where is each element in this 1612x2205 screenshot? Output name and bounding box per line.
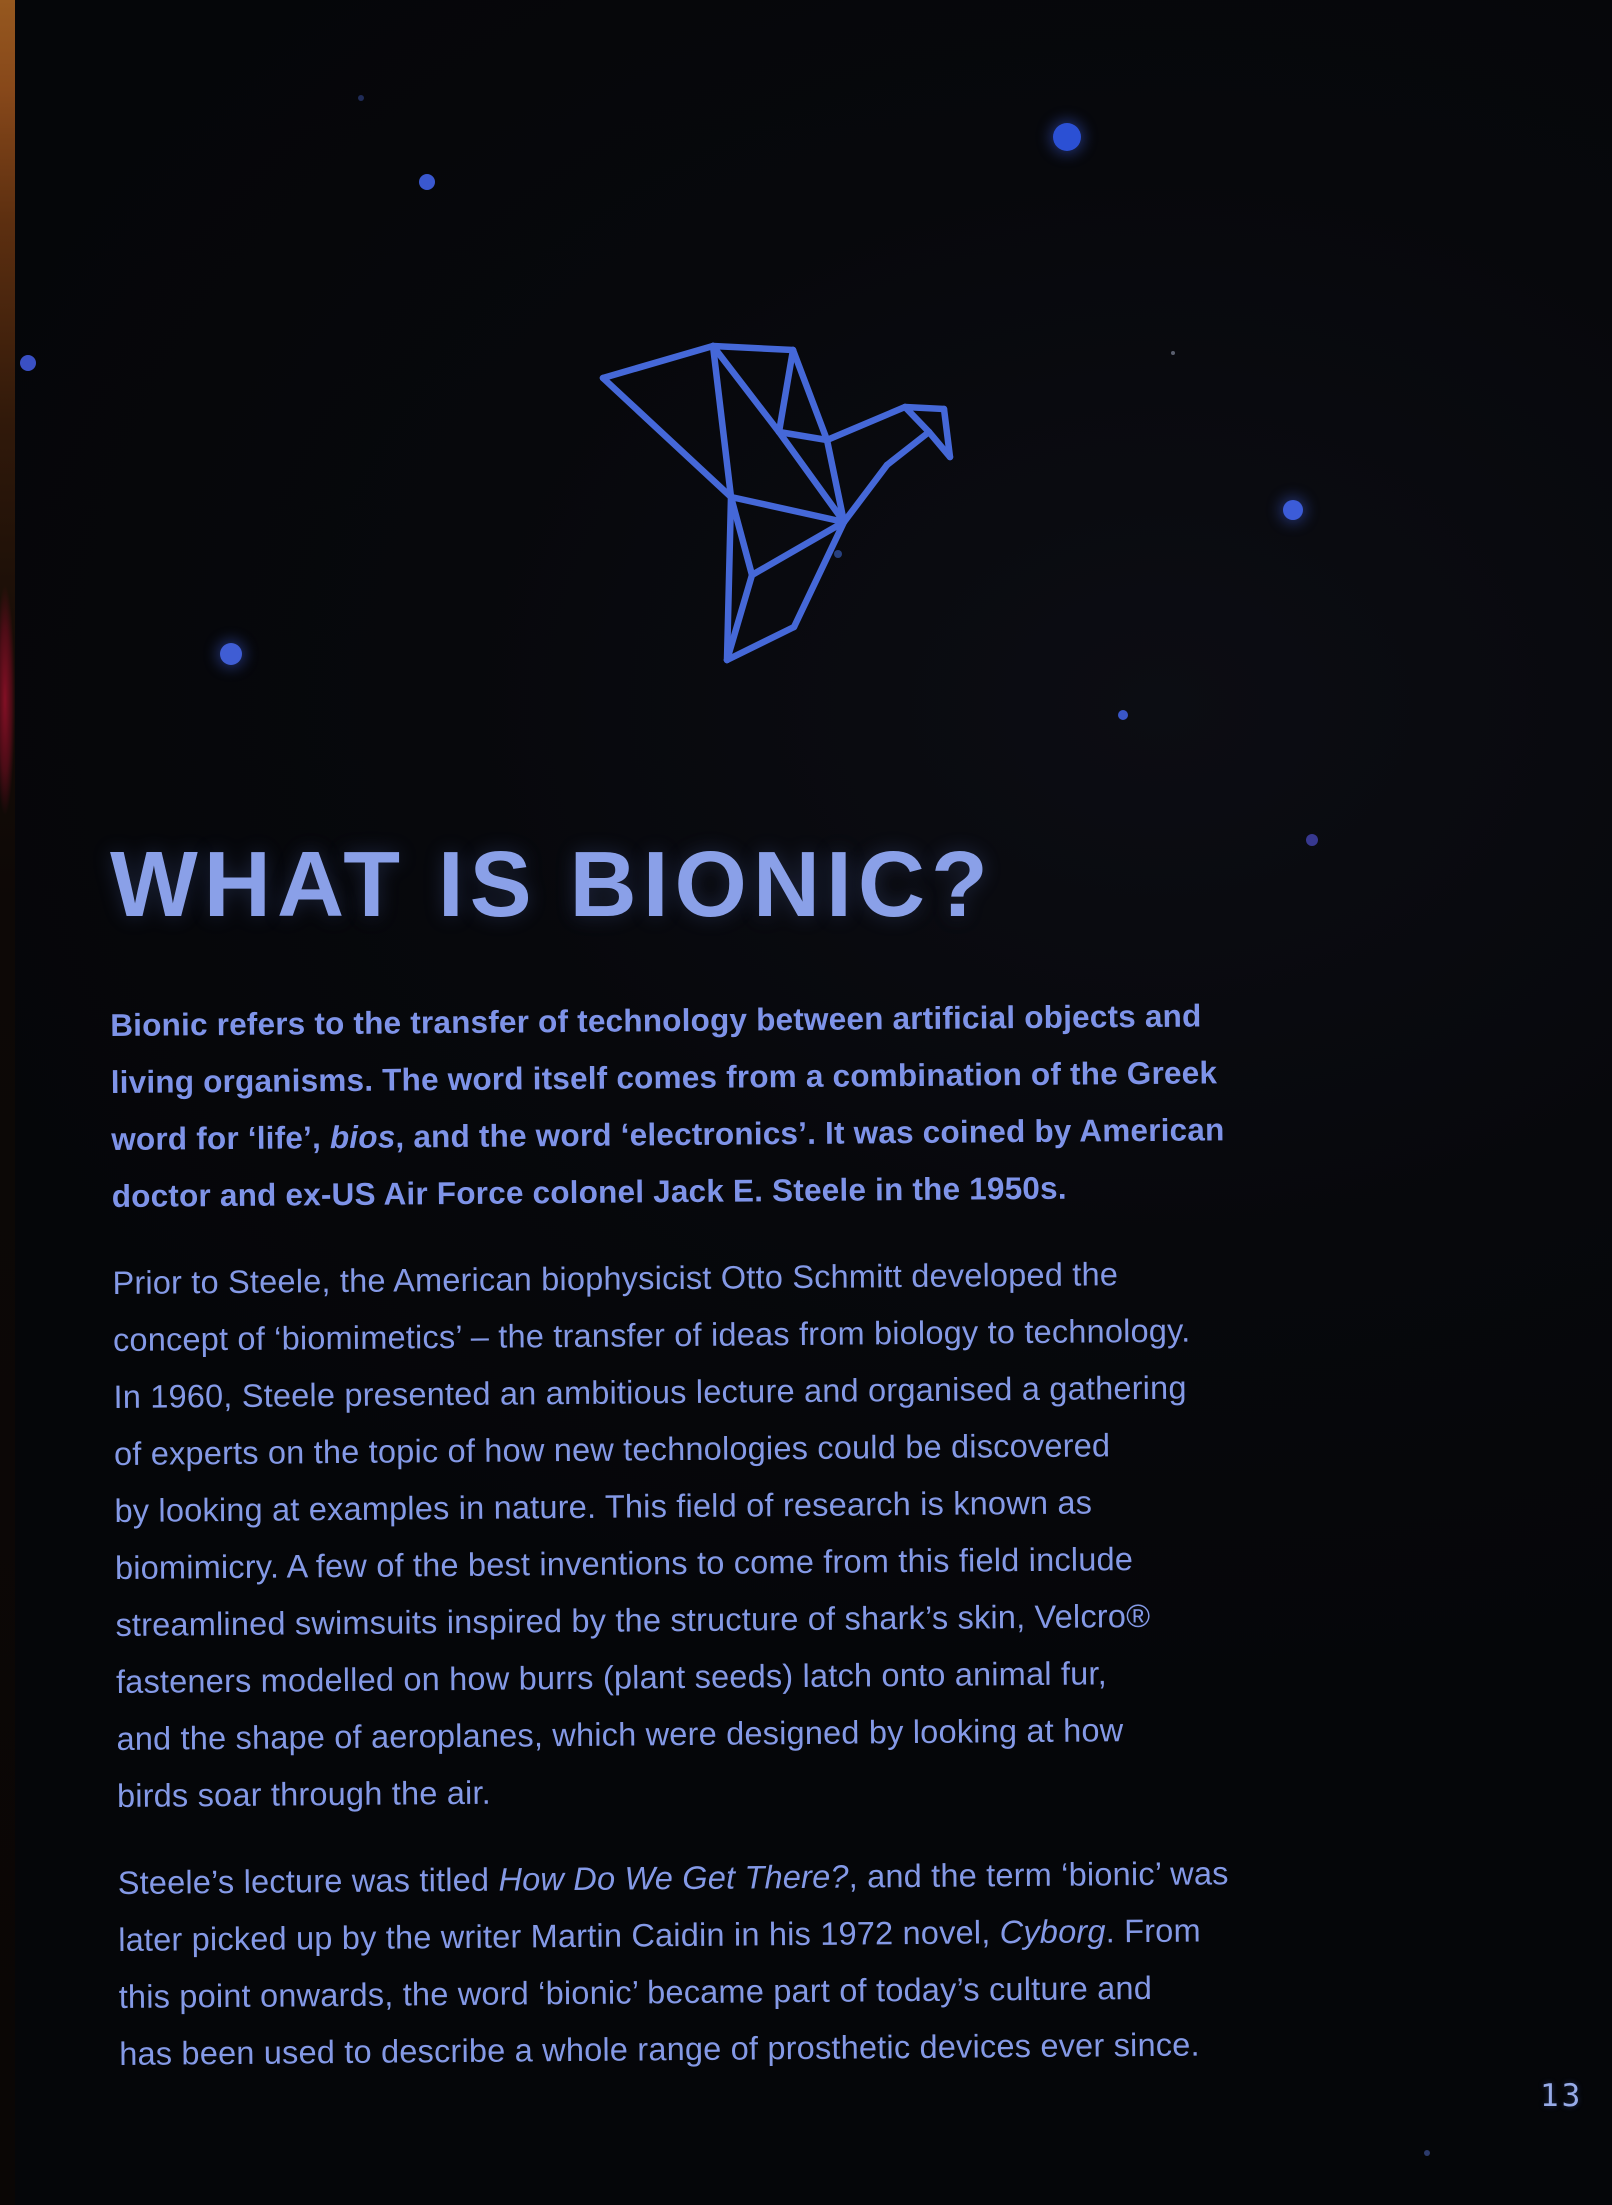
origami-bird-icon [597,342,962,682]
paragraph [117,1843,1479,2083]
text-line: streamlined swimsuits inspired by the structure of shark’s skin, Velcro® [115,1597,1151,1643]
star-dot [20,355,36,371]
star-dot [220,643,242,665]
page-title: WHAT IS BIONIC? [110,832,994,936]
text-line: this point onwards, the word ‘bionic’ became part of today’s culture and [118,1969,1153,2015]
text-line: word for ‘life’, bios, and the word ‘electronics’. It was coined by American [111,1111,1225,1157]
text-line: later picked up by the writer Martin Caidin in his 1972 novel, Cyborg. From [118,1912,1201,1958]
page-number: 13 [1540,2078,1584,2114]
page-content [110,832,1470,2113]
text-line: living organisms. The word itself comes from a combination of the Greek [110,1054,1218,1100]
text-line: biomimicry. A few of the best inventions to come from this field include [114,1541,1134,1586]
star-dot [358,95,364,101]
star-dot [1424,2150,1430,2156]
text-line: birds soar through the air. [116,1774,492,1814]
text-line: doctor and ex-US Air Force colonel Jack E. Steele in the 1950s. [111,1169,1067,1214]
text-line: of experts on the topic of how new technologies could be discovered [113,1427,1111,1472]
paragraph [112,1243,1477,1825]
text-line: and the shape of aeroplanes, which were designed by looking at how [116,1712,1124,1757]
star-dot [1053,123,1081,151]
text-line: Bionic refers to the transfer of technology between artificial objects and [110,997,1202,1043]
star-dot [419,174,435,190]
text-line: fasteners modelled on how burrs (plant seeds) latch onto animal fur, [115,1655,1108,1700]
star-dot [1118,710,1128,720]
text-line: concept of ‘biomimetics’ – the transfer of ideas from biology to technology. [112,1312,1191,1358]
star-dot [1283,500,1303,520]
text-line: Prior to Steele, the American biophysicist Otto Schmitt developed the [112,1256,1119,1301]
text-line: by looking at examples in nature. This field of research is known as [114,1484,1093,1529]
star-dot [1171,351,1175,355]
body-text [110,985,1479,2083]
text-line: has been used to describe a whole range of prosthetic devices ever since. [119,2026,1200,2072]
text-line: In 1960, Steele presented an ambitious lecture and organised a gathering [113,1369,1187,1415]
paragraph [110,985,1472,1225]
text-line: Steele’s lecture was titled How Do We Get There?, and the term ‘bionic’ was [117,1855,1229,1901]
